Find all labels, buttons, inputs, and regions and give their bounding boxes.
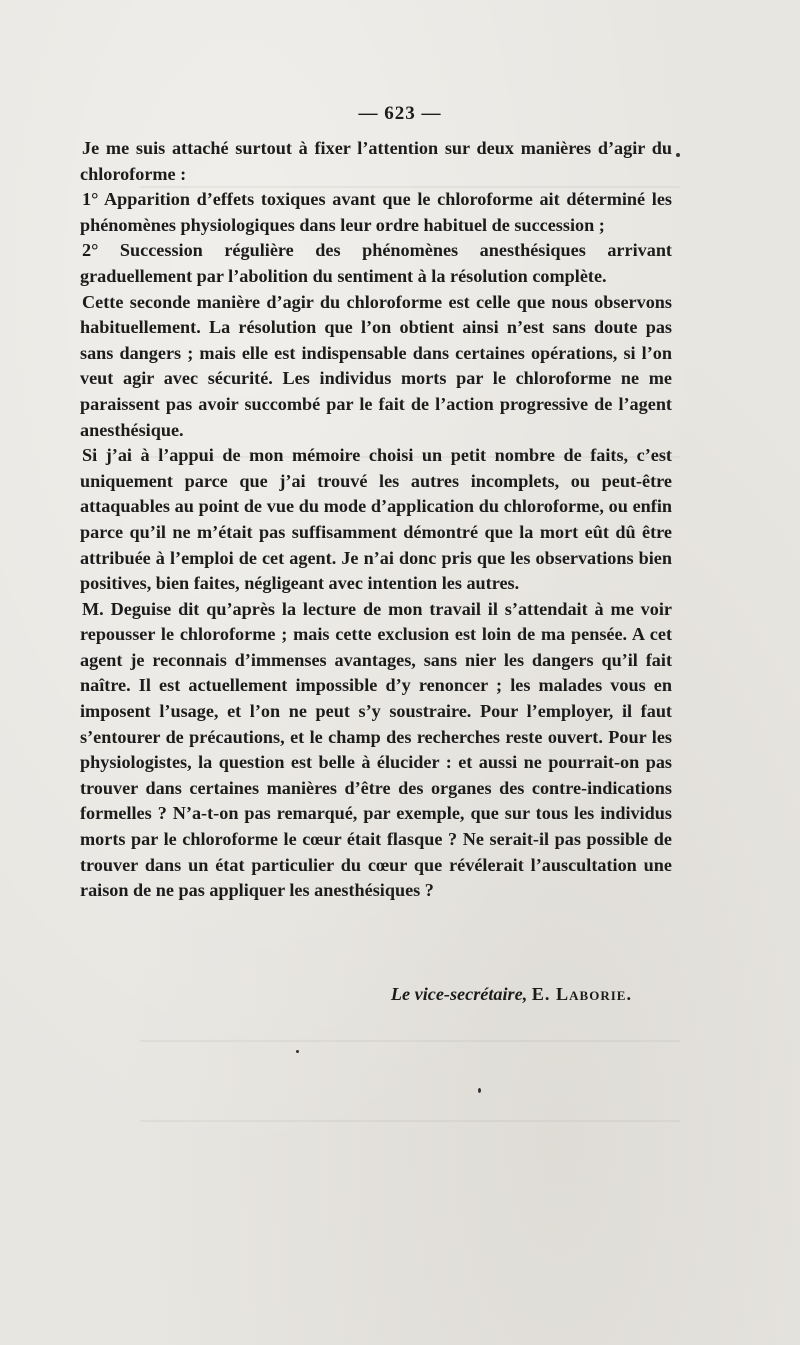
signature-line xyxy=(80,984,632,1005)
bleed-through-mark xyxy=(140,1040,680,1042)
paragraph: 1° Apparition d’effets toxiques avant que le chloroforme ait déterminé les phénomènes physiologiques dans leur ordre habituel de succession ; xyxy=(80,189,672,235)
paragraph: Si j’ai à l’appui de mon mémoire choisi un petit nombre de faits, c’est uniquement parce que j’ai trouvé les autres incomplets, ou peut-être attaquables au point de vue du mode d’application du chloroforme, ou enfin parce qu’il ne m’était pas suffisamment démontré que la mort eût dû être attribuée à l’emploi de cet agent. Je n’ai donc pris que les observations bien positives, bien faites, négligeant avec intention les autres. xyxy=(80,445,672,594)
page-number: — 623 — xyxy=(358,103,442,124)
signature-name: E. Laborie. xyxy=(531,984,632,1004)
paragraph: Cette seconde manière d’agir du chloroforme est celle que nous observons habituellement. La résolution que l’on obtient ainsi n’est sans doute pas sans dangers ; mais elle est indispensable dans certaines opérations, si l’on veut agir avec sécurité. Les individus morts par le chloroforme ne me paraissent pas avoir succombé par le fait de l’action progressive de l’agent anesthésique. xyxy=(80,291,672,440)
ink-speck xyxy=(478,1088,481,1093)
ink-speck xyxy=(296,1050,299,1053)
bleed-through-mark xyxy=(140,1120,680,1122)
paragraph: Je me suis attaché surtout à fixer l’attention sur deux manières d’agir du chloroforme : xyxy=(80,138,672,184)
ink-speck xyxy=(676,153,680,157)
paragraph: M. Deguise dit qu’après la lecture de mon travail il s’attendait à me voir repousser le chloroforme ; mais cette exclusion est loin de ma pensée. A cet agent je reconnais d’immenses avantages, sans nier les dangers qu’il fait naître. Il est actuellement impossible d’y renoncer ; les malades vous en imposent l’usage, et l’on ne peut s’y soustraire. Pour l’employer, il faut s’entourer de précautions, et le champ des recherches reste ouvert. Pour les physiologistes, la question est belle à élucider : et aussi ne pourrait-on pas trouver dans certaines manières d’être des organes des contre-indications formelles ? N’a-t-on pas remarqué, par exemple, que sur tous les individus morts par le chloroforme le cœur était flasque ? Ne serait-il pas possible de trouver dans un état particulier du cœur que révélerait l’auscultation une raison de ne pas appliquer les anesthésiques ? xyxy=(80,598,672,901)
signature-role: Le vice-secrétaire, xyxy=(390,984,528,1004)
body-text xyxy=(80,136,672,904)
paragraph: 2° Succession régulière des phénomènes anesthésiques arrivant graduellement par l’abolition du sentiment à la résolution complète. xyxy=(80,240,672,286)
